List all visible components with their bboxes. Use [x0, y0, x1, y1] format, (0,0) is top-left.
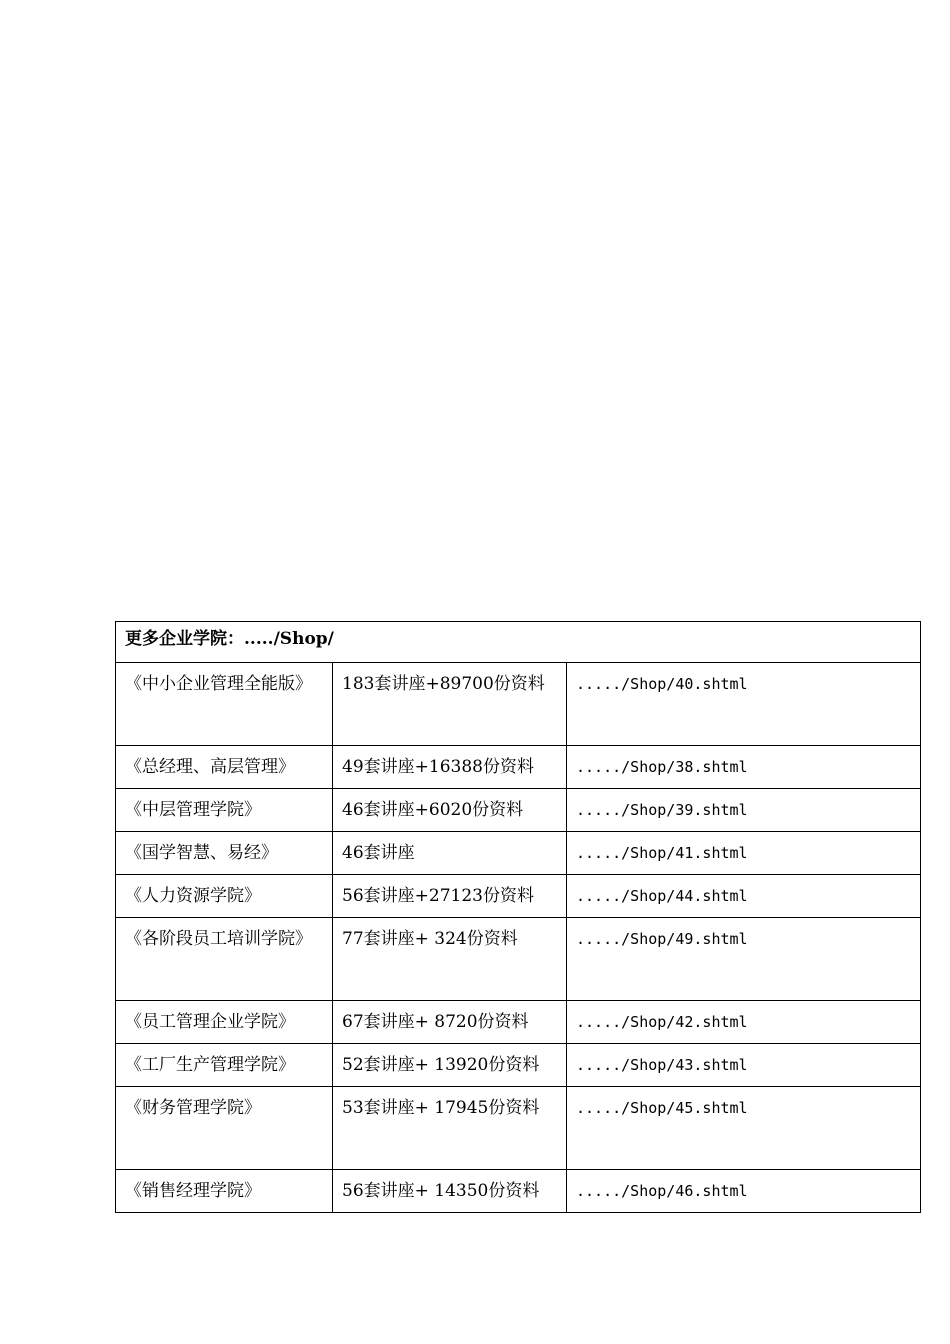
table-row	[116, 1001, 921, 1044]
academy-name: 《销售经理学院》	[116, 1170, 333, 1213]
academy-count: 49套讲座+16388份资料	[333, 746, 567, 789]
academy-count: 53套讲座+ 17945份资料	[333, 1087, 567, 1170]
academy-table	[115, 621, 921, 1213]
table-row	[116, 1087, 921, 1170]
academy-count: 67套讲座+ 8720份资料	[333, 1001, 567, 1044]
academy-count: 46套讲座+6020份资料	[333, 789, 567, 832]
table-header-row	[116, 622, 921, 663]
academy-count: 52套讲座+ 13920份资料	[333, 1044, 567, 1087]
table-row	[116, 1044, 921, 1087]
academy-name: 《总经理、高层管理》	[116, 746, 333, 789]
academy-count: 56套讲座+27123份资料	[333, 875, 567, 918]
table-row	[116, 875, 921, 918]
table-row	[116, 832, 921, 875]
academy-url[interactable]: ...../Shop/49.shtml	[567, 918, 921, 1001]
academy-name: 《员工管理企业学院》	[116, 1001, 333, 1044]
academy-name: 《各阶段员工培训学院》	[116, 918, 333, 1001]
academy-count: 77套讲座+ 324份资料	[333, 918, 567, 1001]
academy-name: 《中小企业管理全能版》	[116, 663, 333, 746]
academy-name: 《国学智慧、易经》	[116, 832, 333, 875]
academy-url[interactable]: ...../Shop/38.shtml	[567, 746, 921, 789]
academy-name: 《人力资源学院》	[116, 875, 333, 918]
table-row	[116, 663, 921, 746]
academy-count: 183套讲座+89700份资料	[333, 663, 567, 746]
table-row	[116, 789, 921, 832]
academy-name: 《工厂生产管理学院》	[116, 1044, 333, 1087]
academy-name: 《财务管理学院》	[116, 1087, 333, 1170]
table-row	[116, 1170, 921, 1213]
academy-url[interactable]: ...../Shop/45.shtml	[567, 1087, 921, 1170]
table-row	[116, 918, 921, 1001]
table-row	[116, 746, 921, 789]
academy-url[interactable]: ...../Shop/39.shtml	[567, 789, 921, 832]
academy-url[interactable]: ...../Shop/44.shtml	[567, 875, 921, 918]
academy-count: 46套讲座	[333, 832, 567, 875]
academy-url[interactable]: ...../Shop/41.shtml	[567, 832, 921, 875]
table-header: 更多企业学院：...../Shop/	[116, 622, 921, 663]
academy-count: 56套讲座+ 14350份资料	[333, 1170, 567, 1213]
academy-url[interactable]: ...../Shop/40.shtml	[567, 663, 921, 746]
academy-url[interactable]: ...../Shop/43.shtml	[567, 1044, 921, 1087]
academy-url[interactable]: ...../Shop/46.shtml	[567, 1170, 921, 1213]
academy-url[interactable]: ...../Shop/42.shtml	[567, 1001, 921, 1044]
academy-name: 《中层管理学院》	[116, 789, 333, 832]
